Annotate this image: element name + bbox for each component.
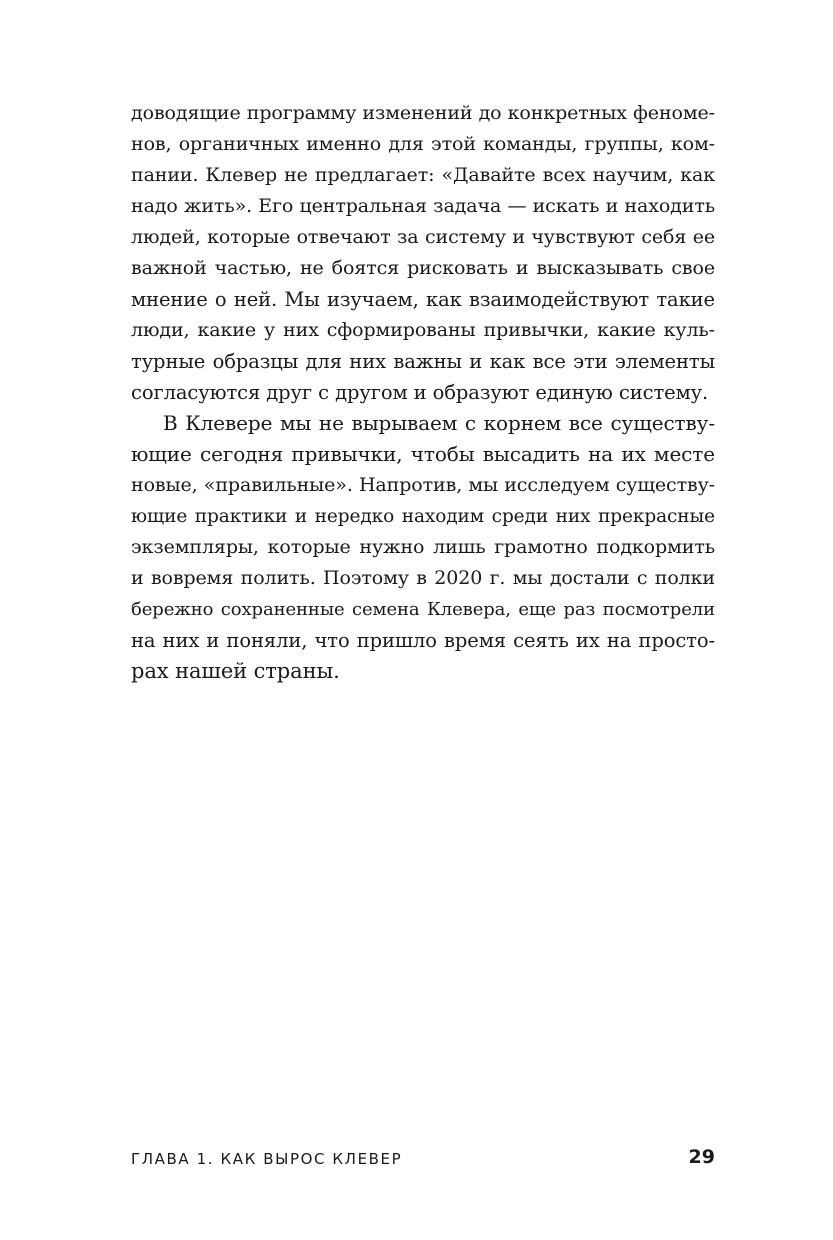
text-line: ющие сегодня привычки, чтобы высадить на их месте: [131, 442, 715, 466]
running-head: ГЛАВА 1. КАК ВЫРОС КЛЕВЕР: [131, 1150, 403, 1168]
text-line: мнение о ней. Мы изучаем, как взаимодействуют такие: [131, 288, 715, 311]
page-number: 29: [688, 1146, 715, 1168]
paragraph-2: [131, 408, 715, 687]
text-line: важной частью, не боятся рисковать и высказывать свое: [131, 257, 715, 279]
text-line: В Клевере мы не вырываем с корнем все существу-: [163, 411, 715, 435]
paragraph-1: [131, 98, 715, 408]
text-line: надо жить». Его центральная задача — искать и находить: [131, 195, 715, 217]
text-line: ющие практики и нередко находим среди них прекрасные: [131, 506, 715, 527]
text-line: людей, которые отвечают за систему и чувствуют себя ее: [131, 226, 715, 248]
text-line: пании. Клевер не предлагает: «Давайте всех научим, как: [131, 164, 715, 186]
text-line: нов, органичных именно для этой команды, группы, ком-: [131, 133, 715, 155]
text-line: люди, какие у них сформированы привычки, какие куль-: [131, 319, 715, 341]
text-line: бережно сохраненные семена Клевера, еще раз посмотрели: [131, 599, 715, 620]
text-line: и вовремя полить. Поэтому в 2020 г. мы достали с полки: [131, 567, 715, 589]
text-line: доводящие программу изменений до конкретных феноме-: [131, 102, 715, 124]
text-line: на них и поняли, что пришло время сеять их на просто-: [131, 629, 715, 652]
text-line: согласуются друг с другом и образуют единую систему.: [131, 381, 709, 404]
text-line: рах нашей страны.: [131, 659, 340, 683]
page-footer: [131, 1146, 715, 1176]
text-line: новые, «правильные». Напротив, мы исследуем существу-: [131, 474, 715, 496]
body-text: [131, 98, 715, 687]
text-line: турные образцы для них важны и как все эти элементы: [131, 350, 715, 373]
text-line: экземпляры, которые нужно лишь грамотно подкормить: [131, 536, 715, 558]
